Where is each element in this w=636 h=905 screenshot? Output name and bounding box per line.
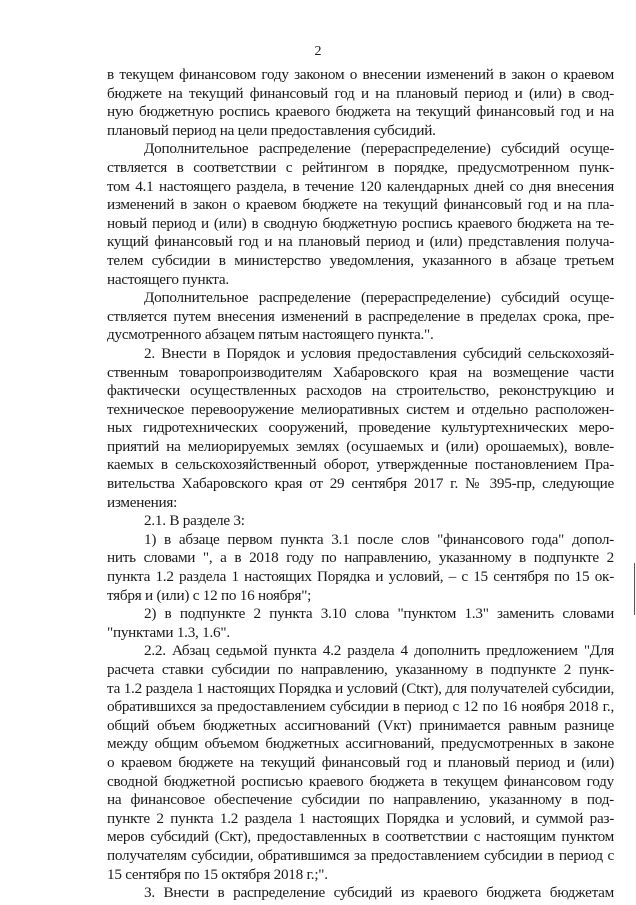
paragraph-first-line: 1) в абзаце первом пункта 3.1 после слов "финансового года" допол-	[144, 530, 614, 548]
text-line: изменения:	[107, 493, 178, 511]
paragraph-first-line: 2. Внести в Порядок и условия предоставления субсидий сельскохозяй-	[144, 344, 614, 362]
text-line: приятий на мелиорируемых землях (осушаемых и (или) орошаемых), вовле-	[107, 437, 614, 455]
text-line: техническое перевооружение мелиоративных систем и отдельно расположен-	[107, 400, 614, 418]
text-line: нить словами ", а в 2018 году по направлению, указанному в подпункте 2	[107, 549, 614, 567]
text-line: телем субсидии в министерство уведомления, указанного в абзаце третьем	[107, 251, 614, 269]
text-line: та 1.2 раздела 1 настоящих Порядка и условий (Ctкт), для получателей субсидии,	[107, 679, 614, 697]
text-line: вительства Хабаровского края от 29 сентября 2017 г. № 395-пр, следующие	[107, 475, 614, 493]
paragraph-first-line: 2.1. В разделе 3:	[144, 512, 245, 530]
text-line: получателям субсидии, обратившимся за предоставлением субсидии в период с	[107, 846, 614, 864]
text-line: фактически осуществленных расходов на строительство, реконструкцию и	[107, 382, 614, 400]
paragraph-first-line: 3. Внести в распределение субсидий из краевого бюджета бюджетам	[144, 884, 614, 902]
text-line: изменений в закон о краевом бюджете на текущий финансовый год и на пла-	[107, 196, 614, 214]
paragraph-first-line: 2) в подпункте 2 пункта 3.10 слова "пунктом 1.3" заменить словами	[144, 605, 614, 623]
text-line: кущий финансовый год и на плановый период и (или) представления получа-	[107, 233, 614, 251]
text-line: бюджете на текущий финансовый год и на плановый период и (или) в свод-	[107, 84, 614, 102]
text-line: том 4.1 настоящего раздела, в течение 120 календарных дней со дня внесения	[107, 177, 614, 195]
scan-edge-mark	[634, 563, 635, 615]
text-line: тября и (или) с 12 по 16 ноября";	[107, 586, 312, 604]
text-line: настоящего пункта.	[107, 270, 229, 288]
text-line: каемых в сельскохозяйственный оборот, утвержденные постановлением Пра-	[107, 456, 614, 474]
text-line: 15 сентября по 15 октября 2018 г.;".	[107, 865, 328, 883]
paragraph-first-line: 2.2. Абзац седьмой пункта 4.2 раздела 4 дополнить предложением "Для	[144, 642, 614, 660]
text-line: ствляется путем внесения изменений в распределение в пределах срока, пре-	[107, 307, 614, 325]
paragraph-first-line: Дополнительное распределение (перераспределение) субсидий осуще-	[144, 289, 614, 307]
text-line: пункте 2 пункта 1.2 раздела 1 настоящих Порядка и условий, и суммой раз-	[107, 809, 614, 827]
text-line: ных гидротехнических сооружений, проведение культуртехнических меро-	[107, 419, 614, 437]
text-line: сводной бюджетной росписью краевого бюджета в текущем финансовом году	[107, 772, 614, 790]
text-line: ствляется в соответствии с рейтингом в порядке, предусмотренном пунк-	[107, 158, 614, 176]
text-line: на финансовое обеспечение субсидии по направлению, указанному в под-	[107, 791, 614, 809]
text-line: обратившихся за предоставлением субсидии в период с 12 по 16 ноября 2018 г.,	[107, 698, 614, 716]
text-line: новый период и (или) в сводную бюджетную роспись краевого бюджета на те-	[107, 214, 614, 232]
text-line: ную бюджетную роспись краевого бюджета на текущий финансовый год и на	[107, 103, 614, 121]
text-line: расчета ставки субсидии по направлению, указанному в подпункте 2 пунк-	[107, 661, 614, 678]
text-line: дусмотренного абзацем пятым настоящего пункта.".	[107, 326, 434, 344]
page-number: 2	[314, 44, 322, 59]
text-line: пункта 1.2 раздела 1 настоящих Порядка и условий, – с 15 сентября по 15 ок-	[107, 568, 614, 586]
text-line: "пунктами 1.3, 1.6".	[107, 623, 230, 641]
text-line: в текущем финансовом году законом о внесении изменений в закон о краевом	[107, 66, 614, 83]
document-body	[107, 66, 614, 903]
text-line: общий объем бюджетных ассигнований (Vкт) принимается равным разнице	[107, 716, 614, 734]
text-line: ственным товаропроизводителям Хабаровского края на возмещение части	[107, 363, 614, 381]
text-line: о краевом бюджете на текущий финансовый год и плановый период и (или)	[107, 753, 614, 771]
text-line: меров субсидий (Скт), предоставленных в соответствии с настоящим пунктом	[107, 828, 614, 846]
paragraph-first-line: Дополнительное распределение (перераспределение) субсидий осуще-	[144, 140, 614, 158]
text-line: плановый период на цели предоставления субсидий.	[107, 121, 436, 139]
text-line: между общим объемом бюджетных ассигнований, предусмотренных в законе	[107, 735, 614, 753]
